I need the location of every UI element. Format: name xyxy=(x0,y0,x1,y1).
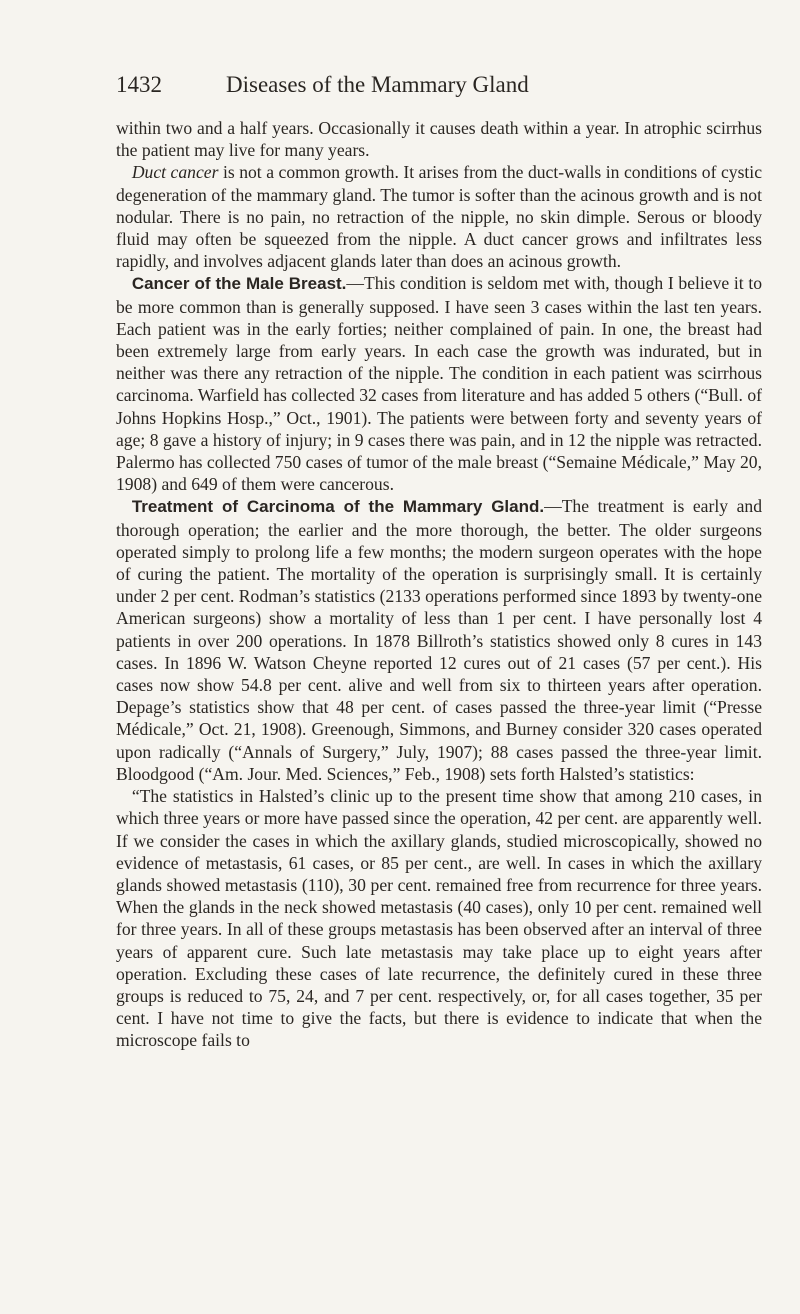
male-breast-heading: Cancer of the Male Breast. xyxy=(131,274,347,294)
treatment-text: —The treatment is early and thorough operation; the earlier and the more thorough, the better. The older surgeons operated simply to prolong life a few months; the modern surgeon operates with the hope of curing the patient. The mortality of the operation is surprisingly small. It is certainly under 2 per cent. Rodman’s statistics (2133 operations performed since 1893 by twenty-one American surgeons) show a mortality of less than 1 per cent. I have personally lost 4 patients in over 200 operations. In 1878 Billroth’s statistics showed only 8 cures in 143 cases. In 1896 W. Watson Cheyne reported 12 cures out of 21 cases (57 per cent.). His cases now show 54.8 per cent. alive and well from six to thirteen years after operation. Depage’s statistics show that 48 per cent. of cases passed the three-year limit (“Presse Médicale,” Oct. 21, 1908). Greenough, Simmons, and Burney consider 320 cases operated upon radically (“Annals of Surgery,” July, 1907); 88 cases passed the three-year limit. Bloodgood (“Am. Jour. Med. Sciences,” Feb., 1908) sets forth Halsted’s statistics: xyxy=(116,496,762,784)
paragraph-treatment xyxy=(116,495,762,785)
paragraph-male-breast xyxy=(116,272,762,495)
duct-cancer-term: Duct cancer xyxy=(131,162,219,183)
running-title: Diseases of the Mammary Gland xyxy=(226,72,529,97)
page-number: 1432 xyxy=(116,72,162,97)
paragraph-atrophic-scirrhus: within two and a half years. Occasionally it causes death within a year. In atrophic scirrhus the patient may live for many years. xyxy=(116,118,762,161)
paragraph-duct-cancer xyxy=(116,161,762,272)
treatment-heading: Treatment of Carcinoma of the Mammary Gland. xyxy=(131,497,545,517)
duct-cancer-text: is not a common growth. It arises from the duct-walls in conditions of cystic degeneration of the mammary gland. The tumor is softer than the acinous growth and is not nodular. There is no pain, no retraction of the nipple, no skin dimple. Serous or bloody fluid may often be squeezed from the nipple. A duct cancer grows and infiltrates less rapidly, and involves adjacent glands later than does an acinous growth. xyxy=(116,162,762,272)
paragraph-halsted-quote: “The statistics in Halsted’s clinic up to the present time show that among 210 cases, in which three years or more have passed since the operation, 42 per cent. are apparently well. If we consider the cases in which the axillary glands, studied microscopically, showed no evidence of metastasis, 61 cases, or 85 per cent., are well. In cases in which the axillary glands showed metastasis (110), 30 per cent. remained free from recurrence for three years. When the glands in the neck showed metastasis (40 cases), only 10 per cent. remained well for three years. In all of these groups metastasis has been observed after an interval of three years of apparent cure. Such late metastasis may take place up to eight years after operation. Excluding these cases of late recurrence, the definitely cured in these three groups is reduced to 75, 24, and 7 per cent. respectively, or, for all cases together, 35 per cent. I have not time to give the facts, but there is evidence to indicate that when the microscope fails to xyxy=(116,786,762,1051)
body-text xyxy=(116,117,762,1052)
male-breast-text: —This condition is seldom met with, though I believe it to be more common than is generally supposed. I have seen 3 cases within the last ten years. Each patient was in the early forties; neither complained of pain. In one, the breast had been extremely large from early years. In each case the growth was indurated, but in neither was there any retraction of the nipple. The condition in each patient was scirrhous carcinoma. Warfield has collected 32 cases from literature and has added 5 others (“Bull. of Johns Hopkins Hosp.,” Oct., 1901). The patients were between forty and seventy years of age; 8 gave a history of injury; in 9 cases there was pain, and in 12 the nipple was retracted. Palermo has collected 750 cases of tumor of the male breast (“Semaine Médicale,” May 20, 1908) and 649 of them were cancerous. xyxy=(116,273,763,495)
